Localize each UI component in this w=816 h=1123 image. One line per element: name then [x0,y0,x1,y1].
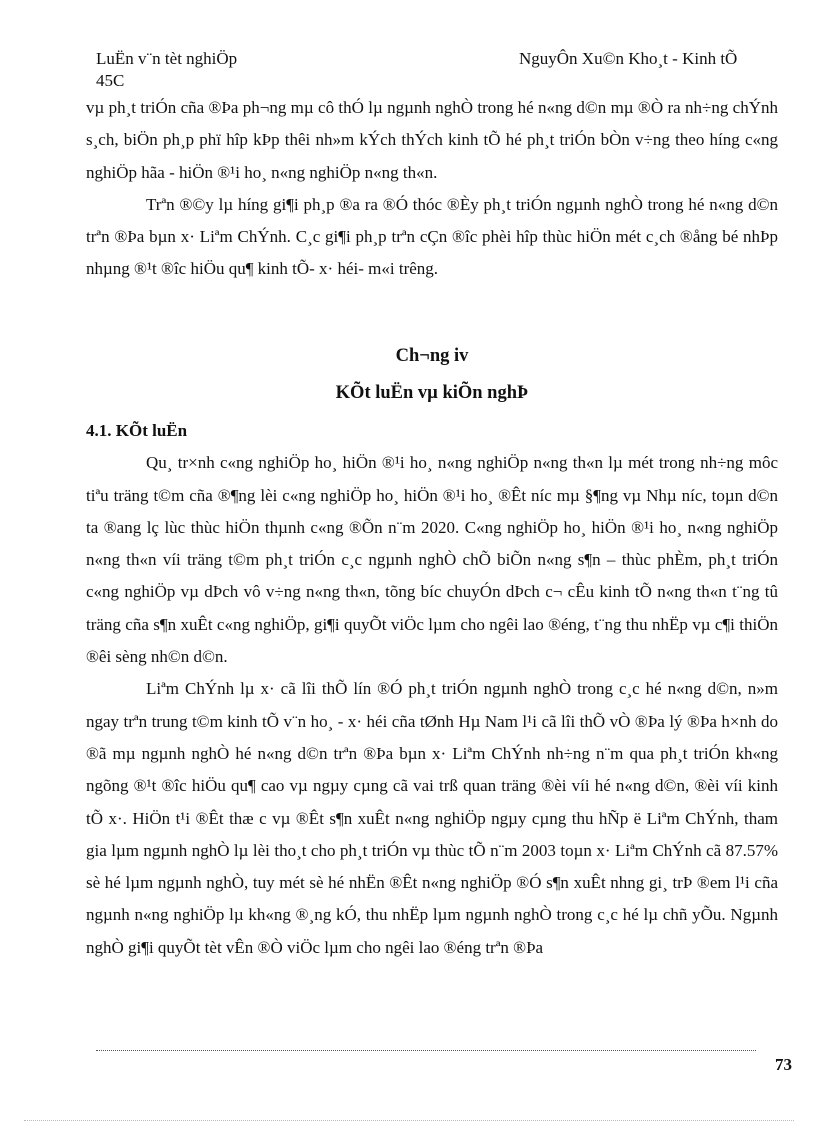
paragraph: Trªn ®©y lµ híng gi¶i ph¸p ®a ra ®Ó thóc ®Èy ph¸t triÓn ngµnh nghÒ trong hé n«ng d©n trªn ®Þa bµn x· Liªm ChÝnh. C¸c gi¶i ph¸p trªn cÇn ®îc phèi hîp thùc hiÖn mét c¸ch ®ång bé nhÞp nhµng ®¹t ®îc hiÖu qu¶ kinh tÕ- x· héi- m«i trêng. [86,194,778,279]
section-heading: 4.1. KÕt luËn [86,421,188,440]
footer-divider [96,1050,756,1051]
paragraph: Liªm ChÝnh lµ x· cã lîi thÕ lín ®Ó ph¸t triÓn ngµnh nghÒ trong c¸c hé n«ng d©n, n»m ngay trªn trung t©m kinh tÕ v¨n ho¸ - x· héi cña tØnh Hµ Nam l¹i cã lîi thÕ vÒ ®Þa lý ®Þa h×nh do ®ã mµ ngµnh nghÒ hé n«ng d©n trªn ®Þa bµn x· Liªm ChÝnh nh÷ng n¨m qua ph¸t triÓn kh«ng ngõng ®¹t ®îc hiÖu qu¶ cao vµ ngµy cµng cã vai trß quan träng ®èi víi hé n«ng d©n, ®èi víi kinh tÕ x·. HiÖn t¹i ®Êt thæ c vµ ®Êt s¶n xuÊt n«ng nghiÖp ngµy cµng thu hÑp ë Liªm ChÝnh, tham gia lµm ngµnh nghÒ lµ lèi tho¸t cho ph¸t triÓn vµ thùc tÕ n¨m 2003 toµn x· Liªm ChÝnh cã 87.57% sè hé lµm ngµnh nghÒ, tuy mét sè hé nhËn ®Êt n«ng nghiÖp ®Ó s¶n xuÊt nhng gi¸ trÞ ®em l¹i cña ngµnh n«ng nghiÖp lµ kh«ng ®¸ng kÓ, thu nhËp lµm ngµnh nghÒ trong c¸c hé lµ chñ yÕu. Ngµnh nghÒ gi¶i quyÕt tèt vÊn ®Ò viÖc lµm cho ngêi lao ®éng trªn ®Þa [86,679,778,957]
section-body [86,415,778,964]
chapter-title: KÕt luËn vµ kiÕn nghÞ [335,383,529,403]
paragraph: vµ ph¸t triÓn cña ®Þa ph¬ng mµ cô thÓ lµ ngµnh nghÒ trong hé n«ng d©n mµ ®Ò ra nh÷ng chÝnh s¸ch, biÖn ph¸p phï hîp kÞp thêi nh»m kÝch thÝch kinh tÕ hé ph¸t triÓn bÒn v÷ng theo híng c«ng nghiÖp hãa - hiÖn ®¹i ho¸ n«ng nghiÖp n«ng th«n. [86,98,778,182]
chapter-number: Ch¬ng iv [395,346,469,366]
header-class-label: 45C [96,71,125,90]
intro-text [86,92,778,286]
paragraph: Qu¸ tr×nh c«ng nghiÖp ho¸ hiÖn ®¹i ho¸ n«ng nghiÖp n«ng th«n lµ mét trong nh÷ng môc tiªu träng t©m cña ®¶ng lèi c«ng nghiÖp ho¸ hiÖn ®¹i ho¸ ®Êt níc mµ §¶ng vµ Nhµ níc, toµn d©n ta ®ang lç lùc thùc hiÖn thµnh c«ng ®Õn n¨m 2020. C«ng nghiÖp ho¸ hiÖn ®¹i ho¸ n«ng nghiÖp n«ng th«n víi träng t©m ph¸t triÓn c¸c ngµnh nghÒ chÕ biÕn n«ng s¶n – thùc phÈm, ph¸t triÓn c«ng nghiÖp vµ dÞch vô v÷ng n«ng th«n, tõng bíc chuyÓn dÞch c¬ cÊu kinh tÕ n«ng th«n t¨ng tû träng cña s¶n xuÊt c«ng nghiÖp, gi¶i quyÕt viÖc lµm cho ngêi lao ®éng, t¨ng thu nhËp vµ c¶i thiÖn ®êi sèng nh©n d©n. [86,453,778,667]
header-thesis-label: LuËn v¨n tèt nghiÖp [96,49,238,68]
header-author: NguyÔn Xu©n Kho¸t - Kinh tÕ [519,49,738,68]
page-bottom-divider [24,1120,794,1121]
header-left [96,48,237,92]
page-number: 73 [775,1055,792,1074]
